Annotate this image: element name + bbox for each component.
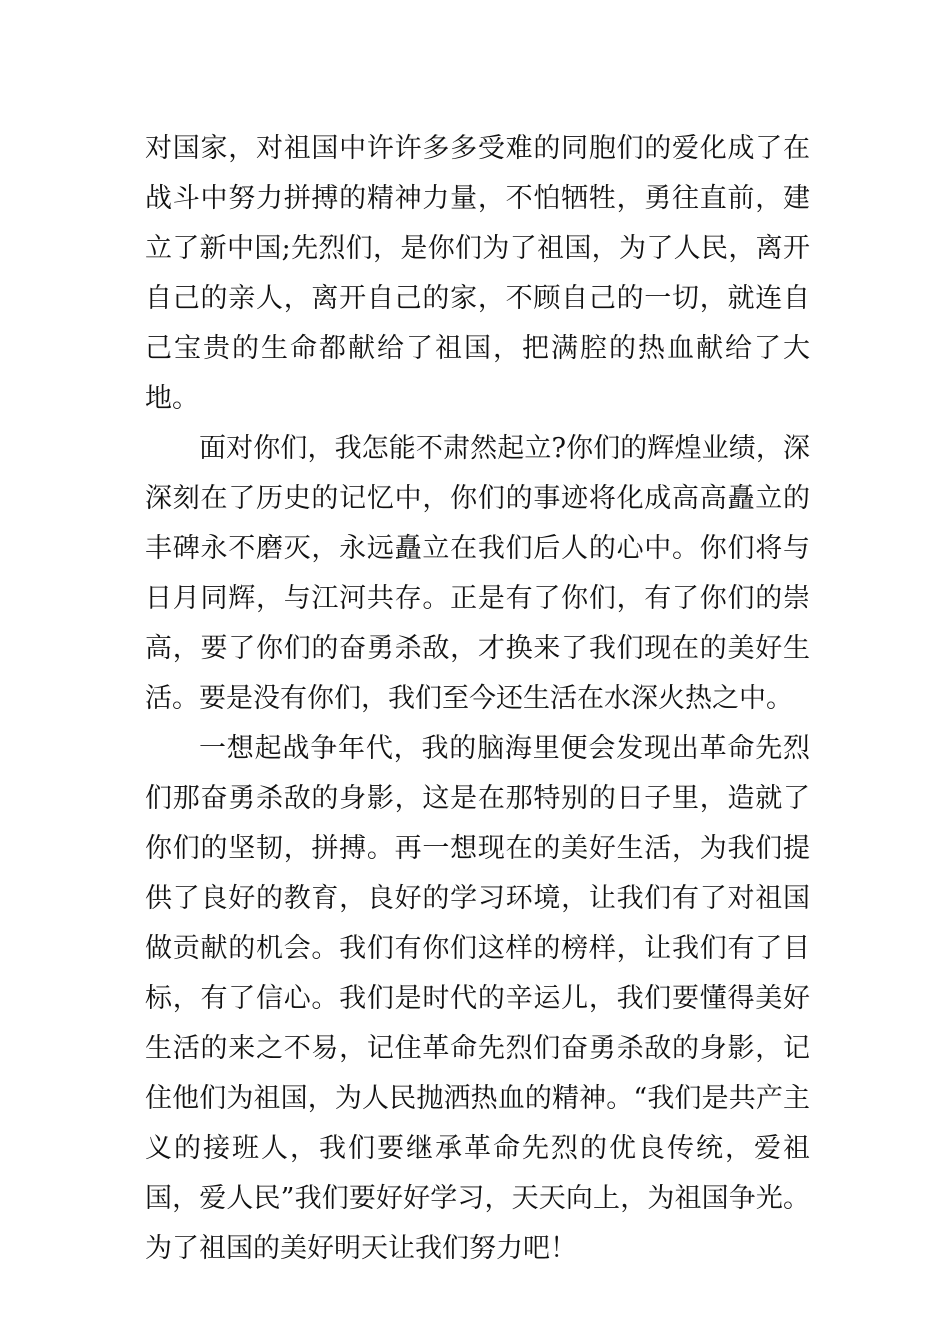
paragraph: 一想起战争年代，我的脑海里便会发现出革命先烈们那奋勇杀敌的身影，这是在那特别的日子里，造就了你们的坚韧，拼搏。再一想现在的美好生活，为我们提供了良好的教育，良好的学习环境，让我们有了对祖国做贡献的机会。我们有你们这样的榜样，让我们有了目标，有了信心。我们是时代的辛运儿，我们要懂得美好生活的来之不易，记住革命先烈们奋勇杀敌的身影，记住他们为祖国，为人民抛洒热血的精神。“我们是共产主义的接班人，我们要继承革命先烈的优良传统，爱祖国，爱人民”我们要好好学习，天天向上，为祖国争光。为了祖国的美好明天让我们努力吧！ (145, 733, 810, 1264)
paragraph: 面对你们，我怎能不肃然起立?你们的辉煌业绩，深深刻在了历史的记忆中，你们的事迹将化成高高矗立的丰碑永不磨灭，永远矗立在我们后人的心中。你们将与日月同辉，与江河共存。正是有了你们，有了你们的崇高，要了你们的奋勇杀敌，才换来了我们现在的美好生活。要是没有你们，我们至今还生活在水深火热之中。 (145, 433, 810, 714)
document-body (145, 124, 810, 1274)
paragraph-continuation: 对国家，对祖国中许许多多受难的同胞们的爱化成了在战斗中努力拼搏的精神力量，不怕牺牲，勇往直前，建立了新中国;先烈们，是你们为了祖国，为了人民，离开自己的亲人，离开自己的家，不顾自己的一切，就连自己宝贵的生命都献给了祖国，把满腔的热血献给了大地。 (145, 133, 810, 414)
